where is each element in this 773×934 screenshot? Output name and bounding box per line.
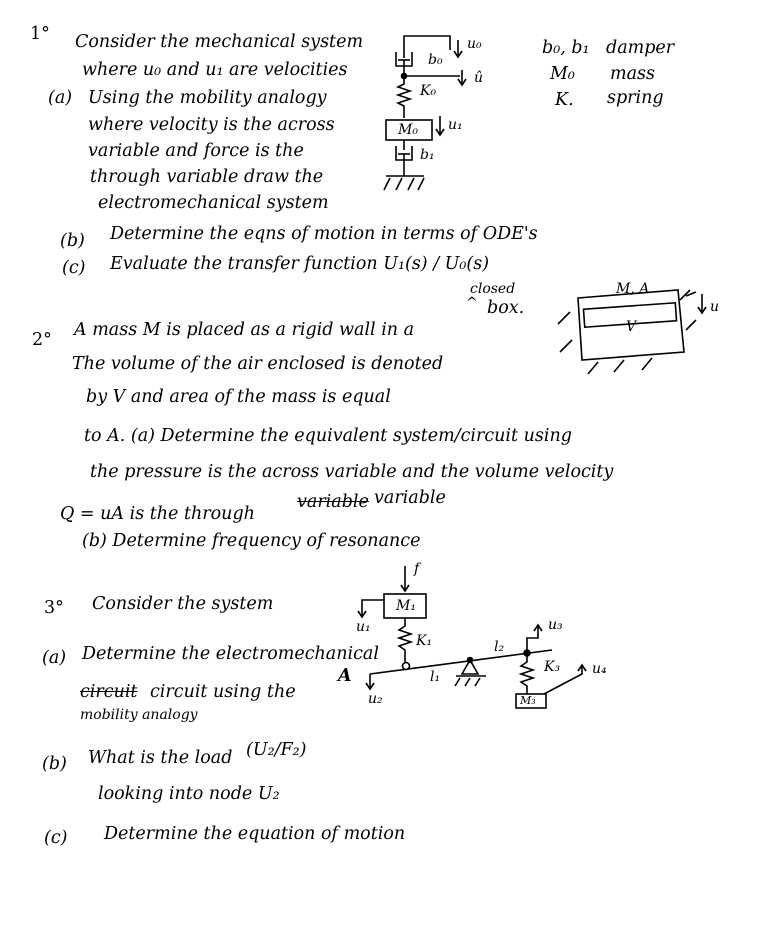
problem-1-part-a-label: (a) bbox=[48, 88, 73, 108]
diagram-1-u-hat-label: û bbox=[474, 70, 484, 86]
problem-3-part-a-strike: circuit bbox=[80, 682, 138, 702]
problem-3-part-c-label: (c) bbox=[44, 828, 68, 848]
legend-symbol-spring: K. bbox=[555, 90, 574, 110]
problem-2-line-6-start: Q = uA is the through bbox=[60, 504, 255, 524]
diagram-1-m0-label: M₀ bbox=[398, 122, 418, 138]
diagram-3-force-label: f bbox=[414, 561, 420, 577]
problem-1-part-c: Evaluate the transfer function U₁(s) / U₀(s) bbox=[110, 254, 490, 274]
problem-3-part-b-line-2: looking into node U₂ bbox=[98, 784, 280, 804]
problem-2-number: 2° bbox=[32, 330, 52, 350]
problem-3-number: 3° bbox=[44, 598, 64, 618]
legend-desc-mass: mass bbox=[610, 64, 655, 84]
problem-1-part-a-line-4: through variable draw the bbox=[90, 167, 324, 187]
legend-desc-damper: damper bbox=[606, 38, 675, 58]
problem-1-part-c-label: (c) bbox=[62, 258, 86, 278]
legend-desc-spring: spring bbox=[607, 88, 664, 108]
diagram-3-u4-label: u₄ bbox=[592, 661, 607, 677]
problem-3-part-b-fraction: (U₂/F₂) bbox=[246, 740, 307, 760]
diagram-3-l2-label: l₂ bbox=[494, 639, 505, 655]
problem-3-line-1: Consider the system bbox=[92, 594, 274, 614]
problem-2-line-6-end: variable bbox=[374, 488, 446, 508]
problem-1-part-b-label: (b) bbox=[60, 231, 85, 251]
problem-2-line-2: The volume of the air enclosed is denoted bbox=[72, 354, 444, 374]
problem-2-line-3: by V and area of the mass is equal bbox=[86, 387, 391, 407]
diagram-1-b0-label: b₀ bbox=[428, 52, 443, 68]
problem-3-part-b-label: (b) bbox=[42, 754, 67, 774]
problem-1-line-2: where u₀ and u₁ are velocities bbox=[82, 60, 348, 80]
problem-3-part-a-label: (a) bbox=[42, 648, 67, 668]
diagram-2-velocity-label: u bbox=[710, 299, 720, 315]
diagram-1-u0-label: u₀ bbox=[467, 36, 482, 52]
problem-2-part-b: (b) Determine frequency of resonance bbox=[82, 531, 421, 551]
problem-3-part-a-line-2: circuit using the bbox=[150, 682, 296, 702]
legend-symbol-damper: b₀, b₁ bbox=[542, 38, 590, 58]
problem-2-line-4: to A. (a) Determine the equivalent system/circuit using bbox=[84, 426, 572, 446]
legend-symbol-mass: M₀ bbox=[550, 64, 575, 84]
diagram-3-k1-label: K₁ bbox=[416, 633, 433, 649]
diagram-2-volume-label: V bbox=[626, 319, 637, 335]
diagram-1-u1-label: u₁ bbox=[448, 117, 463, 133]
diagram-3-m1-label: M₁ bbox=[396, 598, 416, 614]
problem-2-line-1: A mass M is placed as a rigid wall in a bbox=[74, 320, 415, 340]
diagram-1-b1-label: b₁ bbox=[420, 147, 435, 163]
problem-1-part-a-line-3: variable and force is the bbox=[88, 141, 304, 161]
problem-2-line-5: the pressure is the across variable and the volume velocity bbox=[90, 462, 614, 482]
problem-1-part-a-line-1: Using the mobility analogy bbox=[88, 88, 327, 108]
diagram-3-k3-label: K₃ bbox=[544, 659, 561, 675]
problem-3-part-a-line-1: Determine the electromechanical bbox=[82, 644, 379, 664]
problem-2-line-1-end: box. bbox=[487, 298, 525, 318]
problem-1-part-a-line-2: where velocity is the across bbox=[88, 115, 335, 135]
caret-insert-mark: ^ bbox=[466, 295, 478, 311]
diagram-3-m3-label: M₃ bbox=[520, 694, 536, 707]
problem-3-part-c: Determine the equation of motion bbox=[104, 824, 406, 844]
diagram-3-l1-label: l₁ bbox=[430, 669, 441, 685]
problem-1-line-1: Consider the mechanical system bbox=[75, 32, 364, 52]
problem-1-number: 1° bbox=[30, 24, 50, 44]
diagram-2-mass-area-label: M, A bbox=[616, 281, 650, 297]
diagram-3-u3-label: u₃ bbox=[548, 617, 563, 633]
problem-1-part-a-line-5: electromechanical system bbox=[98, 193, 329, 213]
problem-1-part-b: Determine the eqns of motion in terms of ODE's bbox=[110, 224, 538, 244]
problem-3-part-b-line-1: What is the load bbox=[88, 748, 233, 768]
problem-3-part-a-line-3: mobility analogy bbox=[80, 707, 198, 723]
diagram-3-node-a-label: A bbox=[338, 666, 352, 686]
diagram-3-u2-label: u₂ bbox=[368, 691, 383, 707]
diagram-1-k0-label: K₀ bbox=[420, 83, 437, 99]
problem-2-line-1-insert: closed bbox=[470, 281, 516, 297]
diagram-3-u1-label: u₁ bbox=[356, 619, 371, 635]
problem-2-line-6-strike: variable bbox=[297, 492, 369, 512]
